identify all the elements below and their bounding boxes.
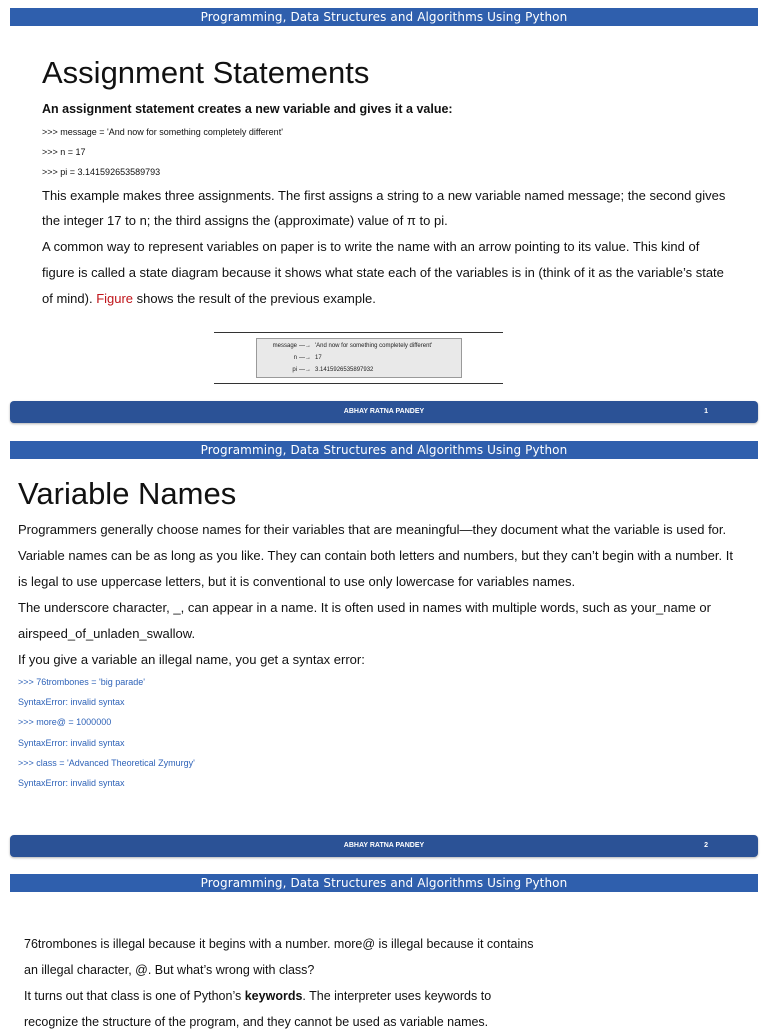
slide-banner: Programming, Data Structures and Algorithms Using Python	[10, 874, 758, 892]
paragraph-line: A common way to represent variables on paper is to write the name with an arrow pointing to its value. This kind of	[42, 239, 700, 254]
figure-link[interactable]: Figure	[96, 291, 134, 306]
code-line: >>> 76trombones = 'big parade'	[18, 677, 146, 687]
page-number: 2	[704, 842, 708, 849]
footer-author: ABHAY RATNA PANDEY	[343, 842, 425, 849]
code-line: SyntaxError: invalid syntax	[18, 778, 125, 788]
paragraph-line: the integer 17 to n; the third assigns the (approximate) value of π to pi.	[42, 213, 448, 228]
paragraph-line: If you give a variable an illegal name, you get a syntax error:	[18, 652, 365, 667]
code-line: >>> more@ = 1000000	[18, 717, 112, 727]
paragraph-line: recognize the structure of the program, and they cannot be used as variable names.	[24, 1015, 489, 1029]
paragraph-text: It turns out that class is one of Python’s	[24, 989, 245, 1003]
code-line: >>> n = 17	[42, 147, 86, 157]
diagram-var-value: 17	[315, 355, 322, 361]
arrow-icon: —→	[299, 367, 311, 373]
code-line: SyntaxError: invalid syntax	[18, 697, 125, 707]
diagram-var-value: 'And now for something completely different'	[315, 343, 433, 349]
paragraph-line: 76trombones is illegal because it begins with a number. more@ is illegal because it contains	[24, 937, 534, 951]
slide-title: Variable Names	[18, 476, 237, 511]
diagram-var-name: n	[293, 355, 297, 361]
diagram-var-value: 3.1415926535897932	[315, 367, 374, 373]
paragraph-line: The underscore character, _, can appear in a name. It is often used in names with multiple words, such as your_name or	[18, 600, 711, 615]
paragraph-line: Programmers generally choose names for their variables that are meaningful—they document what the variable is used for.	[18, 522, 727, 537]
slide-banner: Programming, Data Structures and Algorithms Using Python	[10, 8, 758, 26]
paragraph-line: figure is called a state diagram because it shows what state each of the variables is in (think of it as the variable’s state	[42, 265, 724, 280]
paragraph-text: of mind).	[42, 291, 97, 306]
paragraph-line: airspeed_of_unladen_swallow.	[18, 626, 196, 641]
paragraph-line: an illegal character, @. But what’s wrong with class?	[24, 963, 315, 977]
paragraph-line: is legal to use uppercase letters, but it is conventional to use only lowercase for variables names.	[18, 574, 576, 589]
paragraph-line: Variable names can be as long as you like. They can contain both letters and numbers, but they can’t begin with a number. It	[18, 548, 733, 563]
paragraph-line: This example makes three assignments. The first assigns a string to a new variable named message; the second gives	[42, 188, 726, 203]
paragraph-text: shows the result of the previous example.	[133, 291, 376, 306]
paragraph-text: . The interpreter uses keywords to	[302, 989, 492, 1003]
diagram-var-name: pi	[292, 367, 297, 373]
diagram-var-name: message	[272, 343, 297, 349]
intro-text: An assignment statement creates a new variable and gives it a value:	[42, 102, 453, 116]
slide-banner: Programming, Data Structures and Algorithms Using Python	[10, 441, 758, 459]
arrow-icon: —→	[299, 343, 311, 349]
footer-author: ABHAY RATNA PANDEY	[343, 408, 425, 415]
arrow-icon: —→	[299, 355, 311, 361]
slide-title: Assignment Statements	[42, 55, 370, 90]
keyword-term: keywords	[244, 989, 303, 1003]
code-line: >>> message = 'And now for something completely different'	[42, 127, 283, 137]
page-number: 1	[704, 408, 708, 415]
paragraph-line	[24, 983, 491, 1009]
code-line: >>> class = 'Advanced Theoretical Zymurgy'	[18, 758, 195, 768]
code-line: >>> pi = 3.141592653589793	[42, 167, 161, 177]
code-line: SyntaxError: invalid syntax	[18, 738, 125, 748]
